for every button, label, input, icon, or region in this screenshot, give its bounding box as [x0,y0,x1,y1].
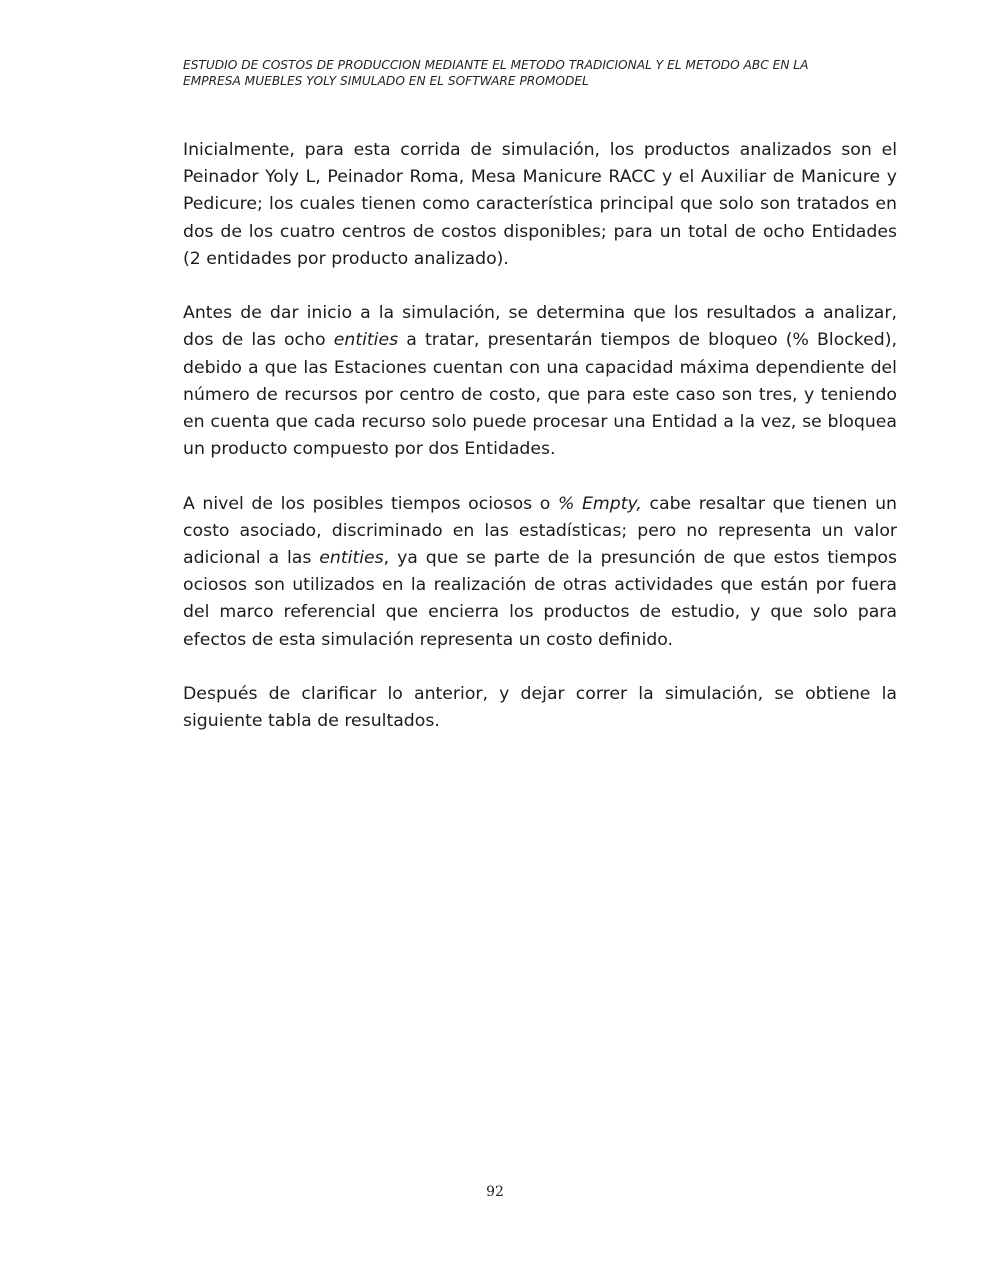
paragraph-2 [183,300,897,463]
paragraph-3-emphasis-2: entities [319,548,384,569]
body-text [183,137,897,763]
page-number: 92 [486,1184,504,1200]
paragraph-3-text-a: A nivel de los posibles tiempos ociosos o [183,493,558,514]
paragraph-2-text-a: Antes de dar inicio a la simulación, se determina que los resultados a analizar, dos de las ocho [183,303,897,351]
paragraph-2-emphasis: entities [333,330,399,351]
paragraph-3 [183,491,897,654]
paragraph-3-text-b: cabe resaltar que tienen un costo asociado, discriminado en las estadísticas; pero no representa un valor adicional a las [183,493,897,569]
paragraph-3-emphasis-1: % Empty, [557,493,642,514]
paragraph-1: Inicialmente, para esta corrida de simulación, los productos analizados son el Peinador Yoly L, Peinador Roma, Mesa Manicure RACC y el Auxiliar de Manicure y Pedicure; los cuales tienen como característica principal que solo son tratados en dos de los cuatro centros de costos disponibles; para un total de ocho Entidades (2 entidades por producto analizado). [183,140,897,269]
running-header-line-1: ESTUDIO DE COSTOS DE PRODUCCION MEDIANTE EL METODO TRADICIONAL Y EL METODO ABC EN LA [183,58,809,72]
running-header [183,57,883,89]
paragraph-2-text-b: a tratar, presentarán tiempos de bloqueo (% Blocked), debido a que las Estaciones cuentan con una capacidad máxima dependiente del número de recursos por centro de costo, que para este caso son tres, y teniendo en cuenta que cada recurso solo puede procesar una Entidad a la vez, se bloquea un producto compuesto por dos Entidades. [183,330,897,460]
paragraph-3-text-c: , ya que se parte de la presunción de que estos tiempos ociosos son utilizados en la realización de otras actividades que están por fuera del marco referencial que encierra los productos de estudio, y que solo para efectos de esta simulación representa un costo definido. [183,548,898,650]
running-header-line-2: EMPRESA MUEBLES YOLY SIMULADO EN EL SOFTWARE PROMODEL [183,74,589,88]
paragraph-4: Después de clarificar lo anterior, y dejar correr la simulación, se obtiene la siguiente tabla de resultados. [183,684,897,732]
